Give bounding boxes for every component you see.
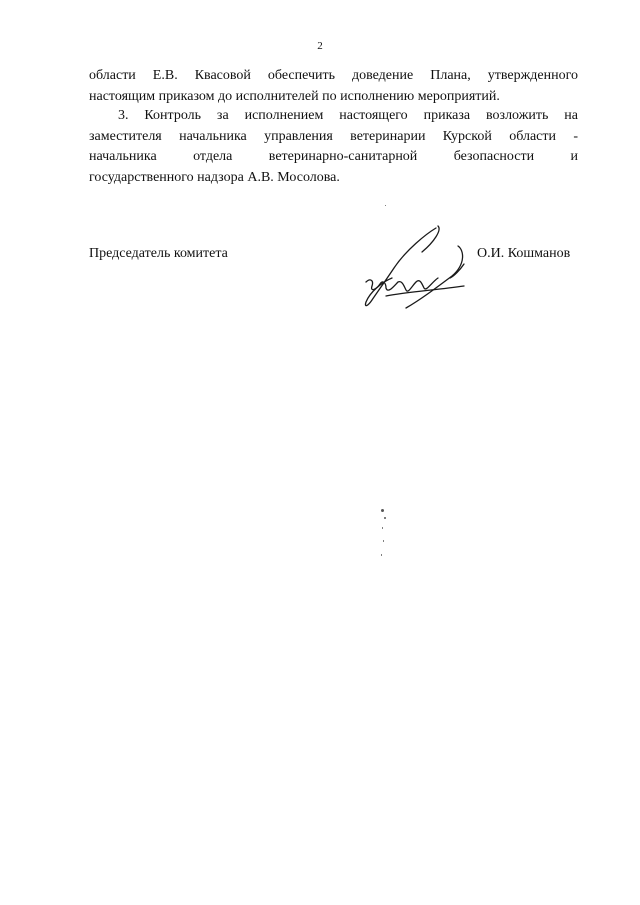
scan-speck — [381, 554, 382, 556]
scan-speck — [384, 517, 386, 519]
paragraph-2-line-3: начальника отдела ветеринарно-санитарной безопасности и — [89, 149, 578, 164]
paragraph-1 — [89, 66, 578, 107]
paragraph-1-line-1: области Е.В. Квасовой обеспечить доведение Плана, утвержденного — [89, 68, 578, 83]
page-number: 2 — [317, 40, 323, 52]
handwritten-signature — [346, 220, 486, 316]
scan-speck — [382, 527, 383, 529]
paragraph-2-line-2: заместителя начальника управления ветеринарии Курской области - — [89, 128, 578, 144]
signer-title: Председатель комитета — [89, 246, 228, 261]
signer-name: О.И. Кошманов — [477, 246, 571, 261]
paragraph-1-line-2: настоящим приказом до исполнителей по исполнению мероприятий. — [89, 88, 500, 104]
scan-speck — [383, 540, 384, 542]
scan-speck — [381, 509, 384, 512]
scan-speck — [385, 205, 386, 206]
paragraph-2-line-4: государственного надзора А.В. Мосолова. — [89, 169, 340, 185]
paragraph-2-line-1: 3. Контроль за исполнением настоящего приказа возложить на — [118, 108, 578, 123]
paragraph-2 — [89, 106, 578, 188]
